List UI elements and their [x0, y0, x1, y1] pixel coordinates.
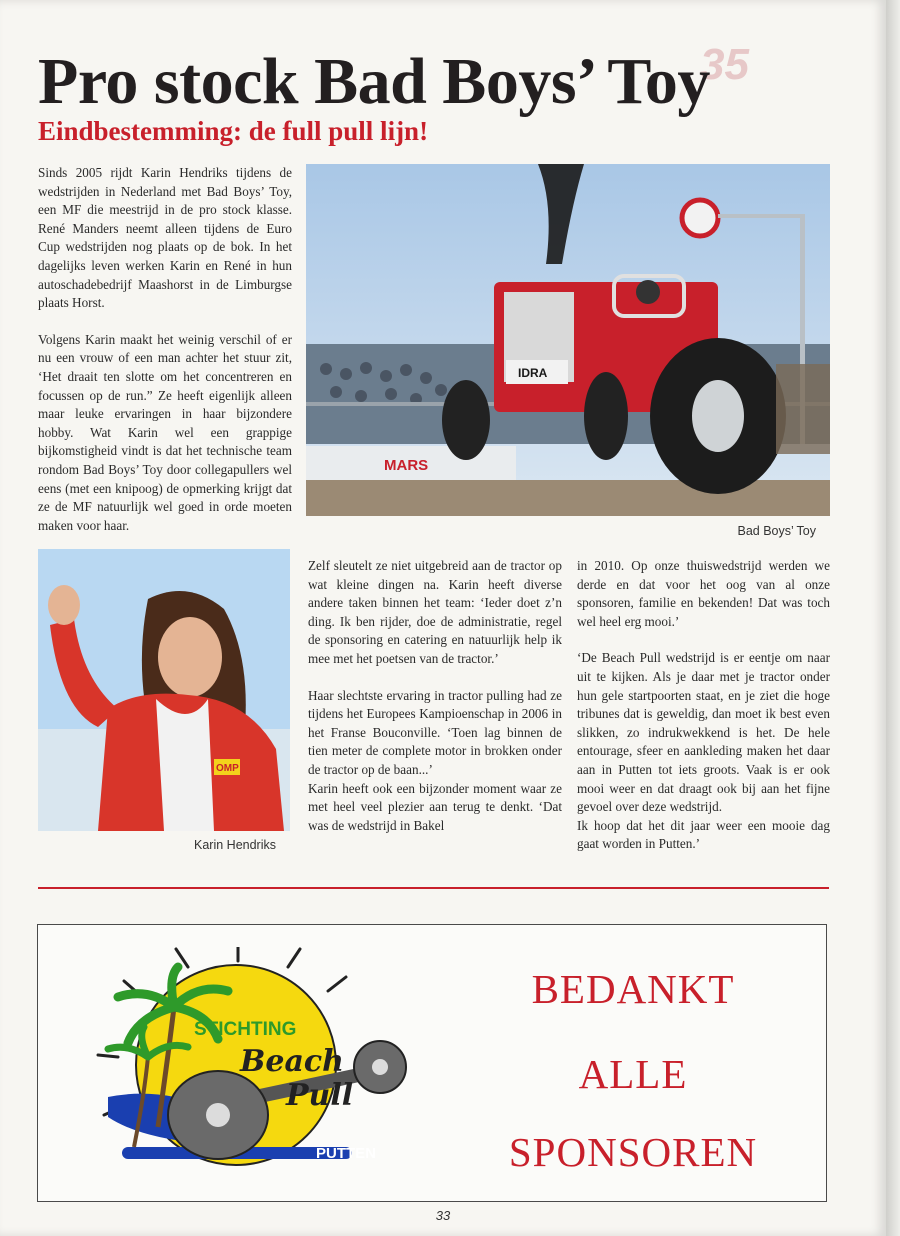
logo-town-text: PUTTEN: [316, 1145, 376, 1162]
driver-photo: [38, 549, 290, 831]
paragraph: Karin heeft ook een bijzonder moment waar ze met heel veel plezier aan terug te denkt. ‘Dat was de wedstrijd in Bakel: [308, 780, 562, 833]
tractor-banner-text: MARS: [384, 457, 429, 474]
logo-stichting-text: STICHTING: [194, 1019, 297, 1040]
beach-pull-logo: [78, 947, 408, 1177]
driver-suit-badge: OMP: [216, 763, 239, 774]
thanks-line-2: ALLE: [578, 1051, 688, 1097]
logo-beach-text: Beach: [240, 1044, 344, 1079]
text-column-2: [308, 557, 562, 853]
tractor-plate-text: IDRA: [518, 366, 548, 380]
paragraph: Zelf sleutelt ze niet uitgebreid aan de tractor op wat kleine dingen na. Karin heeft diverse andere taken binnen het team: ‘Ieder doet z’n ding. Ik ben rijder, doe de administratie, regel de sponsoring en catering en natuurlijk help ik mee met het poetsen van de tractor.’: [308, 558, 562, 666]
sponsor-advertisement: [37, 924, 827, 1202]
driver-photo-caption: Karin Hendriks: [194, 838, 276, 852]
show-through-number: 35: [700, 40, 749, 89]
paragraph: in 2010. Op onze thuiswedstrijd werden we derde en dat voor het oog van al onze sponsoren, familie en bekenden! Dat was toch wel heel erg mooi.’: [577, 558, 830, 629]
thanks-line-1: BEDANKT: [531, 966, 735, 1012]
tractor-photo-caption: Bad Boys’ Toy: [737, 524, 816, 538]
section-divider: [38, 887, 829, 889]
article-subtitle: Eindbestemming: de full pull lijn!: [38, 116, 429, 146]
text-column-3: [577, 557, 830, 872]
text-column-1: [38, 164, 292, 553]
page-number: 33: [435, 1208, 451, 1223]
article-title: Pro stock Bad Boys’ Toy: [38, 45, 710, 118]
page-edge-shadow: [886, 0, 900, 1236]
paragraph: Sinds 2005 rijdt Karin Hendriks tijdens de wedstrijden in Nederland met Bad Boys’ Toy, een MF die meestrijd in de pro stock klasse. René Manders neemt alleen tijdens de Euro Cup wedstrijden nog plaats op de bok. In het dagelijks leven werken Karin en René in hun autoschadebedrijf Maashorst in de Limburgse plaats Horst.: [38, 165, 292, 311]
logo-pull-text: Pull: [286, 1078, 354, 1113]
thanks-line-3: SPONSOREN: [508, 1129, 758, 1175]
tractor-photo: [306, 164, 830, 516]
paragraph: Haar slechtste ervaring in tractor pulling had ze tijdens het Europees Kampioenschap in 2006 in het Franse Bouconville. ‘Toen lag binnen de tien meter de complete motor in brokken onder de tractor op de baan...’: [308, 687, 562, 777]
paragraph: Volgens Karin maakt het weinig verschil of er nu een vrouw of een man achter het stuur zit, ‘Het draait ten slotte om het concentreren en focussen op de run.” Ze heeft eigenlijk alleen maar leuke ervaringen in haar bijzondere hobby. Wat Karin wel een grappige bijkomstigheid vindt is dat het technische team rondom Bad Boys’ Toy door collegapullers wel eens (met een knipoog) de opmerking krijgt dat ze de MF natuurlijk wel goed in orde moeten maken voor haar.: [38, 331, 292, 533]
paragraph: ‘De Beach Pull wedstrijd is er eentje om naar uit te kijken. Als je daar met je tractor onder hun gele startpoorten staat, en je ziet die hoge tribunes dat is geweldig, dan moet ik best even slikken, zo indrukwekkend is het. De hele entourage, sfeer en aankleding maken het daar aan in Putten tot iets groots. Vaak is er ook mooi weer en dat draagt ook bij aan het fijne gevoel over deze wedstrijd.: [577, 650, 830, 815]
paragraph: Ik hoop dat het dit jaar weer een mooie dag gaat worden in Putten.’: [577, 817, 830, 852]
